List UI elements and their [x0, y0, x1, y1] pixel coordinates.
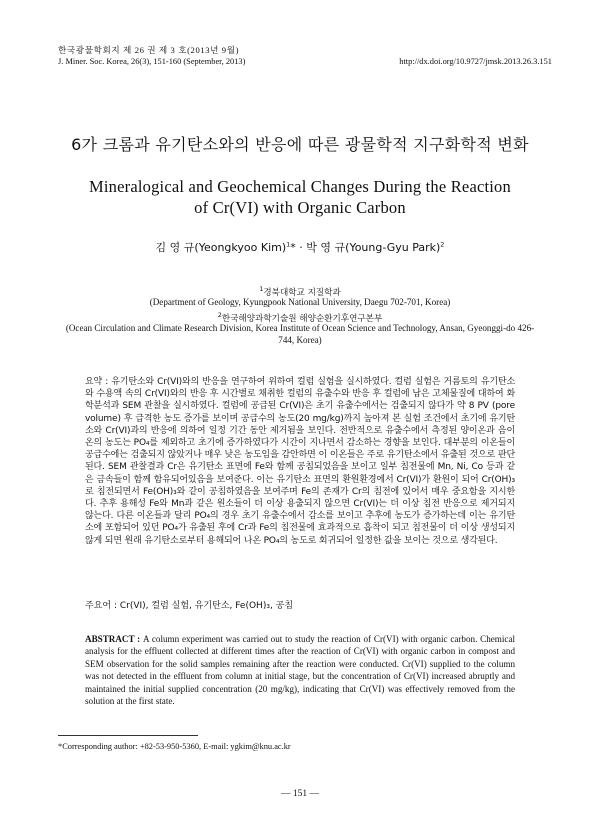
journal-header-english: J. Miner. Soc. Korea, 26(3), 151-160 (September, 2013) [58, 57, 246, 66]
abstract-korean-text: 유기탄소와 Cr(VI)와의 반응을 연구하여 위하여 컬럼 실험을 실시하였다. 컬럼 실험은 거름토의 유기탄소와 수용액 속의 Cr(VI)와의 반응 후 시간별로 채취한 컬럼의 유출수와 반응 후 컬럼에 남은 고체물질에 대하여 화학분석과 SEM 관찰을 실시하였다. 컬럼에 공급된 Cr(VI)은 초기 유출수에서는 검출되지 않다가 약 8 PV (pore volume) 후 급격한 농도 증가를 보이며 공급수의 농도(20 mg/kg)까지 높아져 본 실험 조건에서 초기에 유기탄소와 Cr(VI)과의 반응에 의하여 일정 기간 동안 제거됨을 보인다. 전반적으로 유출수에서 측정된 양이온과 음이온의 농도는 PO₄를 제외하고 초기에 증가하였다가 시간이 지나면서 감소하는 경향을 보인다. 대부분의 이온들이 공급수에는 검출되지 않았거나 매우 낮은 농도임을 감안하면 이 이온들은 주로 유기탄소에서 유출된 것으로 판단된다. SEM 관찰결과 Cr은 유기탄소 표면에 Fe와 함께 공침되었음을 보이고 일부 침전물에 Mn, Ni, Co 등과 같은 금속들이 함께 함유되어있음을 보여준다. 이는 유기탄소 표면의 환원환경에서 Cr(VI)가 환원이 되어 Cr(OH)₃로 침전되면서 Fe(OH)₃와 같이 공침하였음을 보여주며 Fe의 존재가 Cr의 침전에 있어서 매우 중요함을 지시한다. 추후 용해성 Fe와 Mn과 같은 원소들이 더 이상 용출되지 않으면 Cr(VI)는 더 이상 침전 반응으로 제거되지 않는다. 다른 이온들과 달리 PO₄의 경우 초기 유출수에서 감소를 보이고 추후에 농도가 증가하는데 이는 유기탄소에 포함되어 있던 PO₄가 유출된 후에 Cr과 Fe의 침전물에 효과적으로 흡착이 되고 침전물이 더 이상 생성되지 않게 되면 원래 유기탄소로부터 용해되어 나온 PO₄의 농도로 회귀되어 일정한 값을 보이는 것으로 생각된다. [85, 377, 515, 546]
affiliation-1-english: (Department of Geology, Kyungpook National University, Daegu 702-701, Korea) [149, 297, 451, 307]
page-number: — 151 — [281, 789, 319, 799]
abstract-english-text: A column experiment was carried out to study the reaction of Cr(VI) with organic carbon. Chemical analysis for the effluent collected at different times after the reaction of Cr(VI) with organic carbon in compost and SEM observation for the solid samples remaining after the reaction were conducted. Cr(VI) supplied to the column was not detected in the effluent from column at initial stage, but the concentration of Cr(VI) increased abruptly and maintained the initial supplied concentration (20 mg/kg), indicating that Cr(VI) was effectively removed from the solution at the first state. [85, 634, 516, 707]
doi-link[interactable]: http://dx.doi.org/10.9727/jmsk.2013.26.3.151 [399, 57, 552, 66]
keywords-label: 주요어 : [85, 601, 120, 611]
abstract-korean-label: 요약 : [85, 377, 112, 387]
abstract-english [85, 633, 515, 707]
affiliation-2-english: (Ocean Circulation and Climate Research Division, Korea Institute of Ocean Science and Technology, Ansan, Gyeonggi-do 426-744, Korea) [65, 323, 535, 346]
affiliation-2-korean-text: 한국해양과학기술원 해양순환기후연구본부 [221, 313, 383, 324]
keywords-text: Cr(VI), 컬럼 실험, 유기탄소, Fe(OH)₃, 공침 [119, 601, 294, 611]
author-2-sup: 2 [440, 240, 445, 249]
keywords-korean [85, 598, 515, 611]
author-line [0, 239, 600, 255]
title-korean: 6가 크롬과 유기탄소와의 반응에 따른 광물학적 지구화학적 변화 [71, 135, 529, 154]
journal-header-korean: 한국광물학회지 제 26 권 제 3 호(2013년 9월) [58, 45, 240, 55]
author-2: 박 영 규(Young-Gyu Park) [306, 241, 441, 254]
abstract-korean [85, 376, 515, 547]
corresponding-author-footnote: *Corresponding author: +82-53-950-5360, E-mail: ygkim@knu.ac.kr [58, 742, 291, 751]
author-1: 김 영 규(Yeongkyoo Kim) [155, 241, 287, 254]
footnote-rule [58, 735, 198, 736]
author-1-sup: 1 [286, 240, 291, 249]
author-separator: * · [290, 241, 307, 254]
affiliation-2-sup: 2 [217, 311, 222, 319]
abstract-english-label: ABSTRACT : [85, 634, 144, 644]
affiliation-1-sup: 1 [259, 285, 264, 293]
title-english: Mineralogical and Geochemical Changes During the Reaction of Cr(VI) with Organic Carbon [89, 177, 511, 217]
affiliation-1-korean-text: 경북대학교 지질학과 [263, 287, 341, 298]
